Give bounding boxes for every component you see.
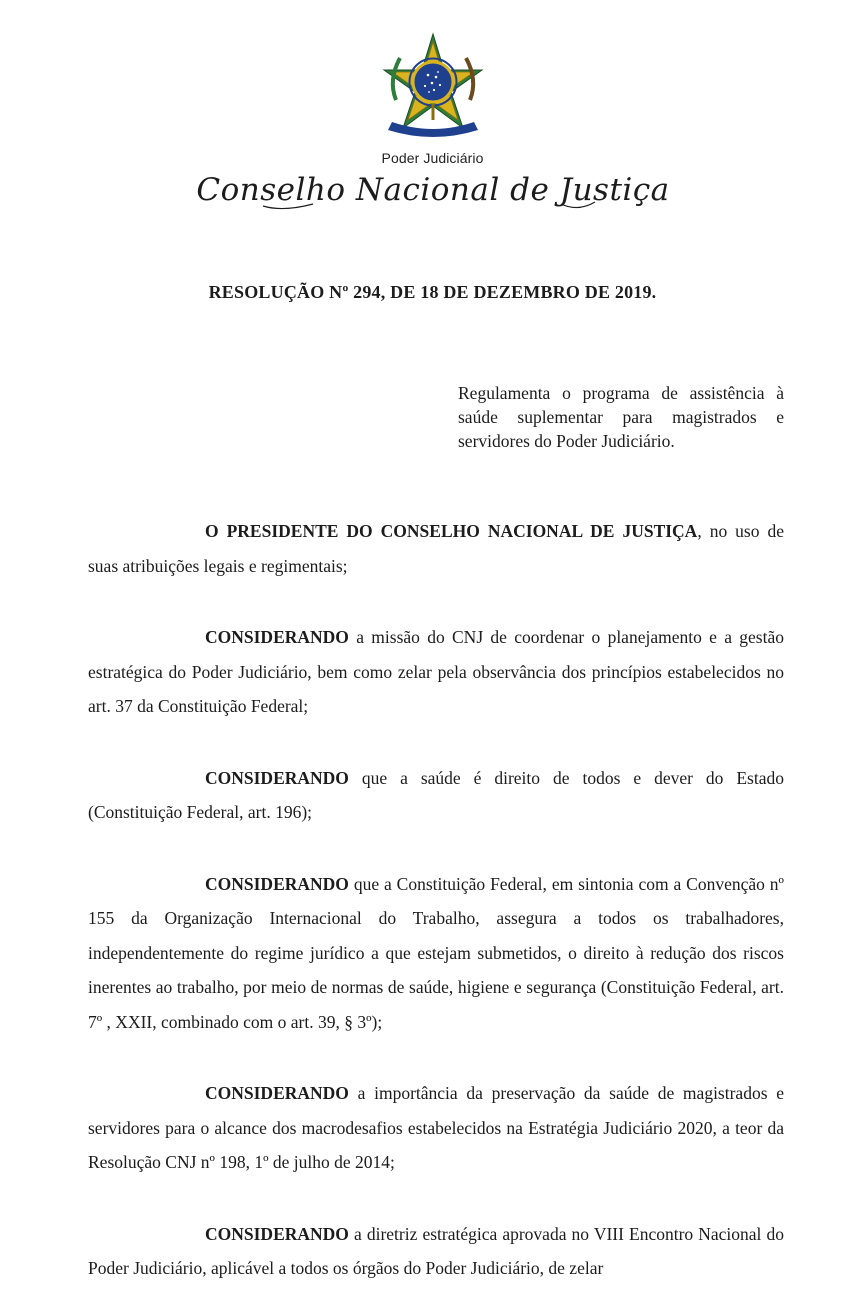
- letterhead: [0, 30, 865, 214]
- considerando-lead: CONSIDERANDO: [205, 767, 349, 788]
- considerando-lead: CONSIDERANDO: [205, 1083, 349, 1103]
- considerando-lead: CONSIDERANDO: [205, 873, 349, 894]
- ementa: Regulamenta o programa de assistência à saúde suplementar para magistrados e servidores do Poder Judiciário.: [458, 383, 784, 451]
- considerando-text: a missão do CNJ de coordenar o planejamento e a gestão estratégica do Poder Judiciário, bem como zelar pela observância dos princípios estabelecidos no art. 37 da Constituição Federal;: [88, 627, 784, 716]
- considerando-paragraph: [88, 761, 784, 830]
- considerando-paragraph: [88, 1217, 784, 1286]
- resolution-title: RESOLUÇÃO Nº 294, DE 18 DE DEZEMBRO DE 2019.: [208, 282, 657, 302]
- preamble: [88, 514, 784, 583]
- considerando-text: que a Constituição Federal, em sintonia com a Convenção nº 155 da Organização Internacional do Trabalho, assegura a todos os trabalhadores, independentemente do regime jurídico a que estejam submetidos, o direito à redução dos riscos inerentes ao trabalho, por meio de normas de saúde, higiene e segurança (Constituição Federal, art. 7º , XXII, combinado com o art. 39, § 3º);: [88, 873, 784, 1032]
- org-name-logotype: [0, 168, 865, 214]
- considerando-paragraph: [88, 620, 784, 724]
- considerando-paragraph: [88, 1076, 784, 1180]
- preamble-lead: O PRESIDENTE DO CONSELHO NACIONAL DE JUSTIÇA: [205, 521, 698, 541]
- preamble-text: , no uso de suas atribuições legais e regimentais;: [88, 521, 784, 576]
- brazil-coat-of-arms-icon: [378, 30, 488, 140]
- considerando-text: que a saúde é direito de todos e dever do Estado (Constituição Federal, art. 196);: [88, 767, 784, 822]
- considerando-lead: CONSIDERANDO: [205, 1223, 349, 1244]
- considerando-text: a importância da preservação da saúde de magistrados e servidores para o alcance dos macrodesafios estabelecidos na Estratégia Judiciário 2020, a teor da Resolução CNJ nº 198, 1º de julho de 2014;: [88, 1083, 784, 1172]
- considerando-lead: CONSIDERANDO: [205, 627, 349, 647]
- org-line: Poder Judiciário: [381, 150, 484, 166]
- svg-text:Conselho Nacional de Justiça: Conselho Nacional de Justiça: [195, 172, 670, 208]
- considerando-paragraph: [88, 867, 784, 1040]
- considerando-text: a diretriz estratégica aprovada no VIII Encontro Nacional do Poder Judiciário, aplicável a todos os órgãos do Poder Judiciário, de zelar: [88, 1223, 784, 1278]
- document-body: [88, 514, 784, 1286]
